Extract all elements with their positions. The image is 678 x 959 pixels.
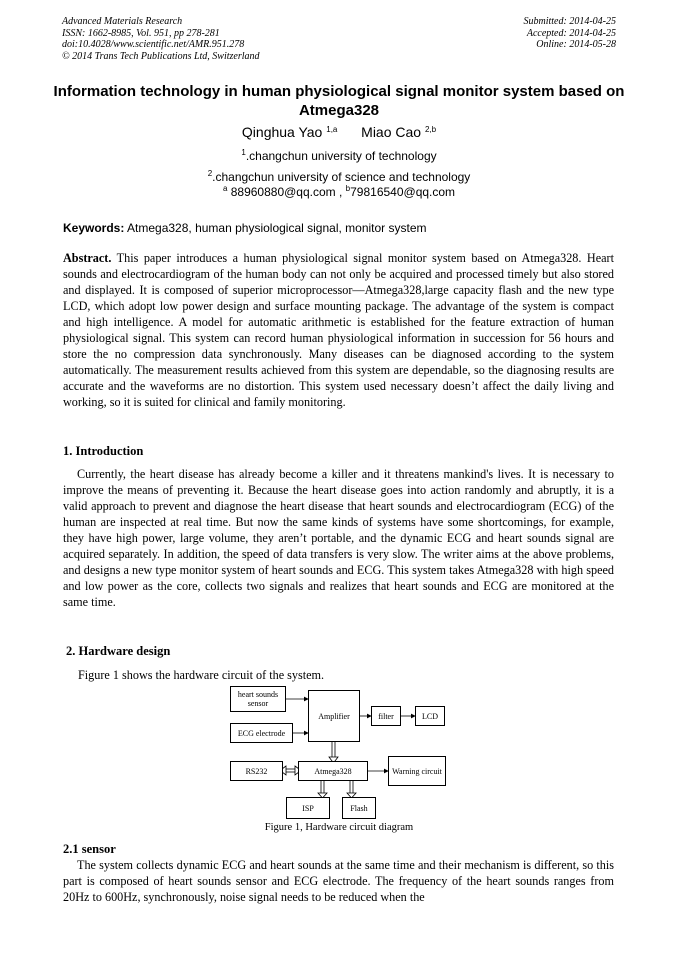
box-isp: ISP <box>286 797 330 819</box>
box-filter: filter <box>371 706 401 726</box>
box-rs232: RS232 <box>230 761 283 781</box>
section-2-text: Figure 1 shows the hardware circuit of the system. <box>78 668 325 682</box>
section-1-text: Currently, the heart disease has already become a killer and it threatens mankind's lives. It is necessary to improve the means of preventing it. Because the heart disease goes into action randomly and abruptly, it is a valid approach to prevent and diagnose the heart disease that heart sounds and electrocardiogram (ECG) of the human are inspected at real time. But now the same kinds of systems have some shortcomings, for example, they have high power, large volume, they aren’t portable, and the dynamic ECG and heart sounds signal are acquired separately. In addition, the speed of data transfers is very slow. The writer aims at the above problems, and designs a new type monitor system of heart sounds and ECG. This system takes Atmega328 with high speed and low power as the core, collects two signals and realizes that heart sounds and ECG are monitored at the same time. <box>63 467 614 609</box>
affiliation-1: $^1$.changchun university of technology <box>241 148 437 163</box>
keywords <box>63 221 427 235</box>
section-2-1-text: The system collects dynamic ECG and heart sounds at the same time and their mechanism is different, so this part is composed of heart sounds sensor and ECG electrode. The frequency of the heart sounds ranges from 20Hz to 600Hz, synchronously, noise signal needs to be reduced when the <box>63 858 614 904</box>
publication-dates <box>524 16 617 51</box>
abstract-text: This paper introduces a human physiological signal monitor system based on Atmega328. Heart sounds and electrocardiogram of the human body can not only be acquired and processed timely but also stored and displayed. It is composed of superior microprocessor—Atmega328,large capacity flash and the new type LCD, which adopt low power design and surface mounting package. The advantage of the system is compact and high intelligence. A model for automatic arithmetic is established for the feature extraction of human physiological signal. This system can record human physiological information in succession for 56 hours and store the no compression data synchronously. Many diseases can be diagnosed according to the system automatically. The measurement results achieved from this system are dependable, so the diagnosing results are accurate and the waveforms are no distortion. This system used necessary doesn’t affect the daily living and working, so it is suited for clinical and family monitoring. <box>63 251 614 409</box>
online-date: Online: 2014-05-28 <box>536 39 616 50</box>
journal-name: Advanced Materials Research <box>62 16 183 27</box>
journal-info <box>62 16 260 62</box>
author-line <box>0 124 678 140</box>
submitted-date: Submitted: 2014-04-25 <box>523 16 616 27</box>
paper-title: Information technology in human physiological signal monitor system based on Atmega328 <box>53 83 625 119</box>
box-warning-circuit: Warning circuit <box>388 756 446 786</box>
keywords-label: Keywords: <box>63 221 125 235</box>
box-atmega328: Atmega328 <box>298 761 368 781</box>
affiliation-2: $^2$.changchun university of science and technology <box>207 169 471 184</box>
accepted-date: Accepted: 2014-04-25 <box>526 27 616 39</box>
section-2-heading: 2. Hardware design <box>66 644 171 658</box>
email-a: 88960880@qq.com , <box>230 185 343 199</box>
author-1: Qinghua Yao <box>241 124 323 140</box>
figure-1-caption: Figure 1, Hardware circuit diagram <box>264 822 414 833</box>
abstract-label: Abstract. <box>63 251 112 265</box>
author-2-sup: 2,b <box>424 125 437 134</box>
abstract <box>63 250 614 410</box>
box-flash: Flash <box>342 797 376 819</box>
email-b: 79816540@qq.com <box>350 185 456 199</box>
keywords-text: Atmega328, human physiological signal, monitor system <box>127 221 427 235</box>
author-1-sup: 1,a <box>326 125 338 134</box>
journal-copyright: © 2014 Trans Tech Publications Ltd, Switzerland <box>62 50 260 62</box>
journal-doi: doi:10.4028/www.scientific.net/AMR.951.278 <box>62 39 245 50</box>
hardware-diagram <box>228 683 450 821</box>
journal-issn: ISSN: 1662-8985, Vol. 951, pp 278-281 <box>62 27 220 39</box>
author-2: Miao Cao <box>361 124 422 140</box>
section-1-heading: 1. Introduction <box>63 444 144 458</box>
box-amplifier: Amplifier <box>308 690 360 742</box>
box-heart-sounds-sensor: heart sounds sensor <box>230 686 286 712</box>
box-lcd: LCD <box>415 706 445 726</box>
author-emails: $^a$ 88960880@qq.com , $^b$79816540@qq.com <box>222 184 456 199</box>
box-ecg-electrode: ECG electrode <box>230 723 293 743</box>
section-2-1-heading: 2.1 sensor <box>63 842 116 856</box>
